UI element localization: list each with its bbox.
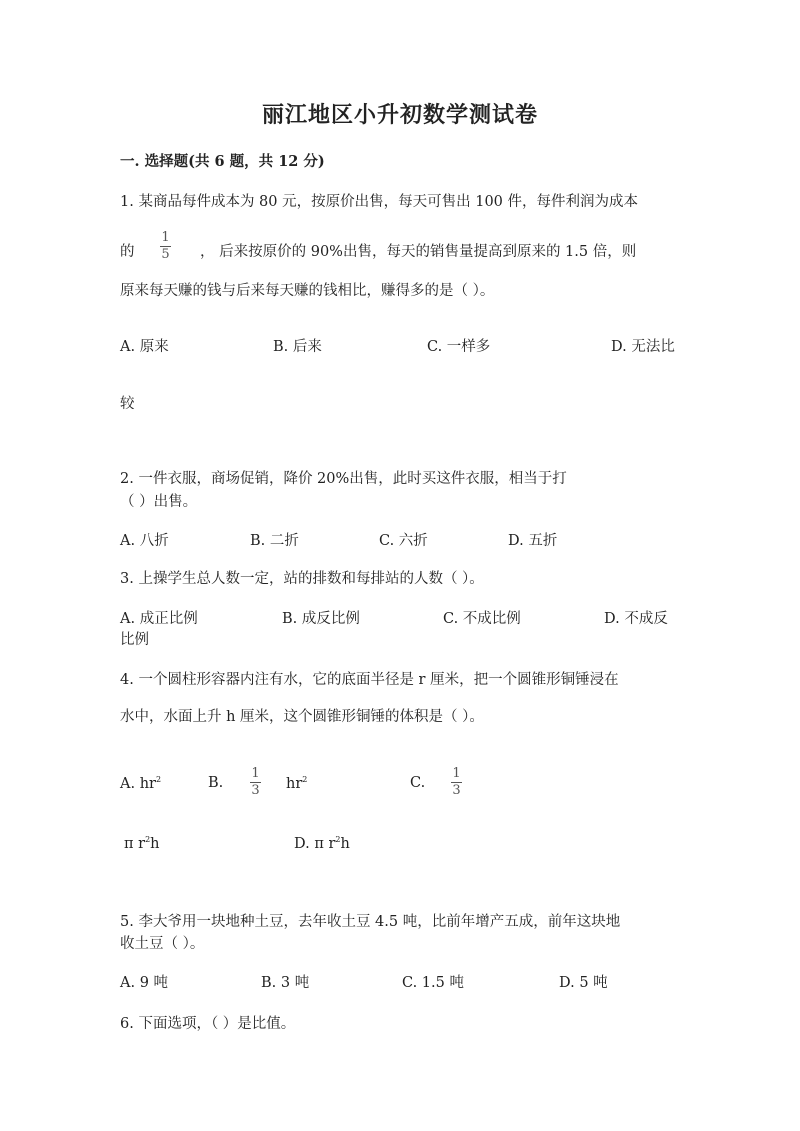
q3-option-a: A. 成正比例: [120, 611, 198, 627]
q1-option-d: D. 无法比: [611, 339, 675, 355]
fraction-denominator: 5: [161, 247, 170, 262]
q1-line-2-prefix: 的: [120, 244, 135, 260]
q4-option-a: [120, 775, 161, 792]
q5-option-d: D. 5 吨: [559, 975, 608, 991]
q2-option-d: D. 五折: [508, 533, 558, 549]
q5-line-2: 收土豆（ ）。: [120, 936, 205, 952]
q4-option-d: [294, 835, 350, 852]
q4-option-c-label: C.: [410, 775, 426, 791]
q4-option-a-text: A. hr: [120, 775, 156, 792]
q2-option-b: B. 二折: [250, 533, 299, 549]
fraction-numerator: 1: [161, 230, 170, 245]
q4-option-c-fraction: [451, 766, 462, 799]
q4-option-c-wrap-post: h: [150, 835, 160, 852]
q4-line-1: 4. 一个圆柱形容器内注有水，它的底面半径是 r 厘米，把一个圆锥形铜锤浸在: [120, 672, 619, 688]
q4-option-a-exponent: 2: [155, 775, 162, 784]
q4-option-b-exponent: 2: [302, 775, 308, 784]
q4-option-b-label: B.: [208, 775, 224, 791]
q3-option-d-wrap: 比例: [120, 632, 149, 648]
q1-line-3: 原来每天赚的钱与后来每天赚的钱相比，赚得多的是（ ）。: [120, 283, 495, 299]
q4-option-c-wrap: [124, 835, 160, 852]
q2-line-1: 2. 一件衣服，商场促销，降价 20%出售，此时买这件衣服，相当于打: [120, 471, 567, 487]
fraction-numerator: 1: [452, 766, 461, 781]
q4-option-d-exponent: 2: [335, 835, 341, 844]
q3-option-d: D. 不成反: [604, 611, 668, 627]
q5-line-1: 5. 李大爷用一块地种土豆，去年收土豆 4.5 吨，比前年增产五成，前年这块地: [120, 914, 621, 930]
fraction-numerator: 1: [251, 766, 260, 781]
q4-option-b-var: hr: [286, 775, 303, 792]
q2-option-a: A. 八折: [120, 533, 169, 549]
q2-line-2: （ ）出售。: [120, 494, 198, 510]
q5-option-c: C. 1.5 吨: [402, 975, 464, 991]
q4-option-b-fraction: [250, 766, 261, 799]
fraction-denominator: 3: [251, 783, 260, 798]
fraction-denominator: 3: [452, 783, 461, 798]
q2-option-c: C. 六折: [379, 533, 428, 549]
q4-line-2: 水中，水面上升 h 厘米，这个圆锥形铜锤的体积是（ ）。: [120, 709, 484, 725]
q1-line-1: 1. 某商品每件成本为 80 元，按原价出售，每天可售出 100 件，每件利润为成本: [120, 194, 639, 210]
q5-option-b: B. 3 吨: [261, 975, 310, 991]
q3-option-b: B. 成反比例: [282, 611, 360, 627]
q1-line-2-suffix: ， 后来按原价的 90%出售，每天的销售量提高到原来的 1.5 倍，则: [200, 244, 637, 260]
q4-option-c-exponent: 2: [145, 835, 151, 844]
q3-option-c: C. 不成比例: [443, 611, 521, 627]
q5-option-a: A. 9 吨: [120, 975, 169, 991]
q1-fraction: [160, 230, 171, 263]
q4-option-b-text: [286, 775, 307, 792]
q1-option-c: C. 一样多: [427, 339, 491, 355]
q4-option-c-wrap-pre: π r: [124, 835, 146, 852]
q4-option-d-post: h: [340, 835, 350, 852]
q6-line-1: 6. 下面选项，（ ）是比值。: [120, 1016, 296, 1032]
q1-option-a: A. 原来: [120, 339, 169, 355]
section-heading: 一. 选择题(共 6 题，共 12 分): [120, 153, 325, 170]
q1-option-b: B. 后来: [273, 339, 322, 355]
page-title: 丽江地区小升初数学测试卷: [261, 102, 538, 128]
q3-line-1: 3. 上操学生总人数一定，站的排数和每排站的人数（ ）。: [120, 571, 484, 587]
q4-option-d-pre: D. π r: [294, 835, 336, 852]
q1-option-d-wrap: 较: [120, 396, 135, 412]
